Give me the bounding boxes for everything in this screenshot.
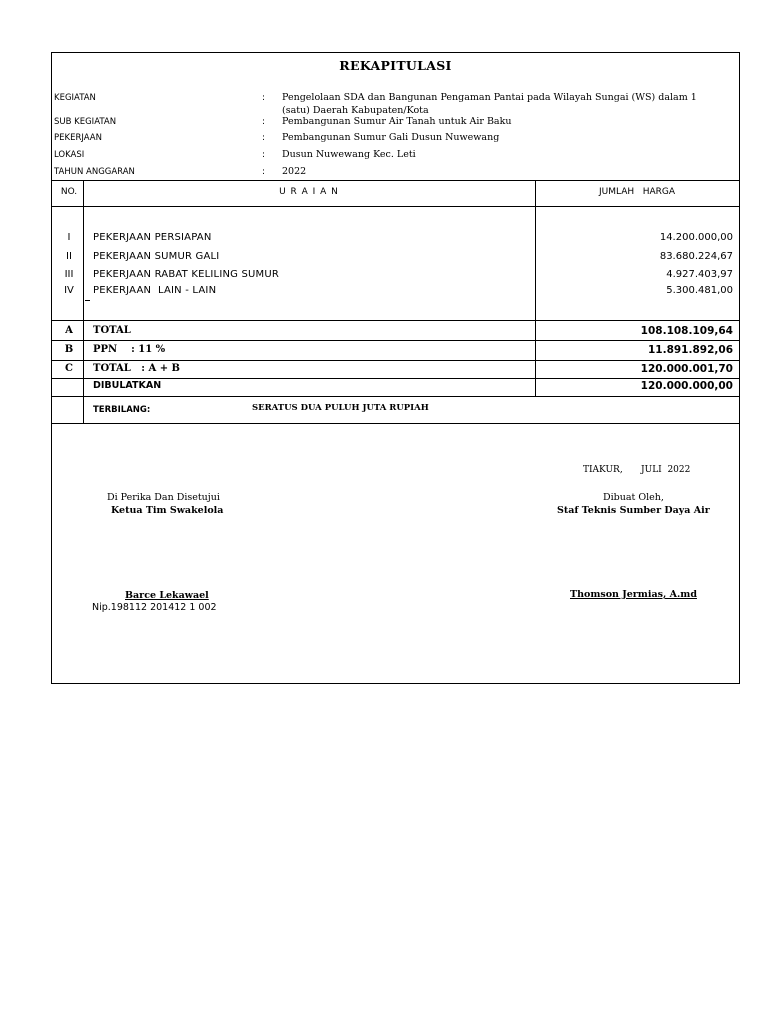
grand-total-row-border	[52, 378, 739, 379]
item-no: II	[66, 251, 72, 262]
left-signatory-name: Barce Lekawael	[125, 590, 209, 601]
total-row-border	[52, 340, 739, 341]
total-amount: 108.108.109,64	[640, 325, 733, 337]
signature-date: JULI 2022	[641, 465, 691, 475]
col-divider-jumlah	[535, 180, 536, 396]
item-jumlah: 5.300.481,00	[666, 285, 733, 296]
signature-place: TIAKUR,	[583, 465, 623, 475]
kegiatan-value-line2: (satu) Daerah Kabupaten/Kota	[282, 105, 429, 116]
item-jumlah: 83.680.224,67	[659, 251, 733, 262]
header-no: NO.	[60, 187, 78, 197]
terbilang-value: SERATUS DUA PULUH JUTA RUPIAH	[252, 403, 429, 413]
lokasi-colon: :	[262, 150, 266, 160]
ppn-label: PPN : 11 %	[93, 344, 166, 355]
item-no: III	[64, 269, 74, 280]
sub-kegiatan-value: Pembangunan Sumur Air Tanah untuk Air Baku	[282, 116, 512, 127]
kegiatan-label: KEGIATAN	[54, 93, 96, 103]
header-jumlah: JUMLAH HARGA	[598, 187, 676, 197]
right-caption: Dibuat Oleh,	[603, 492, 664, 503]
right-role: Staf Teknis Sumber Daya Air	[557, 505, 710, 516]
header-uraian: U R A I A N	[279, 187, 339, 197]
ppn-amount: 11.891.892,06	[647, 344, 733, 356]
item-jumlah: 4.927.403,97	[666, 269, 733, 280]
pekerjaan-value: Pembangunan Sumur Gali Dusun Nuwewang	[282, 132, 500, 143]
item-no: IV	[64, 285, 74, 296]
grand-total-label: TOTAL : A + B	[93, 363, 181, 374]
pekerjaan-colon: :	[262, 133, 266, 143]
dibulatkan-label: DIBULATKAN	[93, 380, 162, 391]
kegiatan-colon: :	[262, 93, 266, 103]
grand-total-code: C	[65, 363, 73, 374]
lokasi-value: Dusun Nuwewang Kec. Leti	[282, 149, 416, 160]
item-uraian: PEKERJAAN SUMUR GALI	[93, 251, 220, 262]
items-bottom-border	[52, 320, 739, 321]
recap-document	[51, 52, 740, 684]
dibulatkan-amount: 120.000.000,00	[640, 380, 733, 392]
item-no: I	[67, 232, 71, 243]
table-header-border	[52, 206, 739, 207]
item-uraian: PEKERJAAN RABAT KELILING SUMUR	[93, 269, 280, 280]
tahun-anggaran-label: TAHUN ANGGARAN	[54, 167, 135, 177]
left-role: Ketua Tim Swakelola	[111, 505, 224, 516]
right-signatory-name: Thomson Jermias, A.md	[570, 589, 697, 600]
ppn-row-border	[52, 360, 739, 361]
left-caption: Di Perika Dan Disetujui	[107, 492, 220, 503]
lokasi-label: LOKASI	[54, 150, 85, 160]
item-uraian: PEKERJAAN PERSIAPAN	[93, 232, 212, 243]
tahun-anggaran-colon: :	[262, 167, 266, 177]
grand-total-amount: 120.000.001,70	[640, 363, 733, 375]
item-tick-mark	[85, 300, 90, 301]
ppn-code: B	[64, 344, 74, 355]
tahun-anggaran-value: 2022	[282, 166, 307, 177]
item-uraian: PEKERJAAN LAIN - LAIN	[93, 285, 217, 296]
sub-kegiatan-label: SUB KEGIATAN	[54, 117, 117, 127]
item-jumlah: 14.200.000,00	[659, 232, 733, 243]
table-bottom-border	[52, 423, 739, 424]
kegiatan-value-line1: Pengelolaan SDA dan Bangunan Pengaman Pantai pada Wilayah Sungai (WS) dalam 1	[282, 92, 697, 103]
total-code: A	[65, 325, 73, 336]
left-signatory-nip: Nip.198112 201412 1 002	[92, 602, 217, 613]
dibulatkan-row-border	[52, 396, 739, 397]
sub-kegiatan-colon: :	[262, 117, 266, 127]
terbilang-label: TERBILANG:	[93, 405, 151, 415]
total-label: TOTAL	[93, 325, 131, 336]
pekerjaan-label: PEKERJAAN	[54, 133, 102, 143]
document-title: REKAPITULASI	[339, 58, 452, 73]
table-top-border	[52, 180, 739, 181]
col-divider-no	[83, 180, 84, 423]
